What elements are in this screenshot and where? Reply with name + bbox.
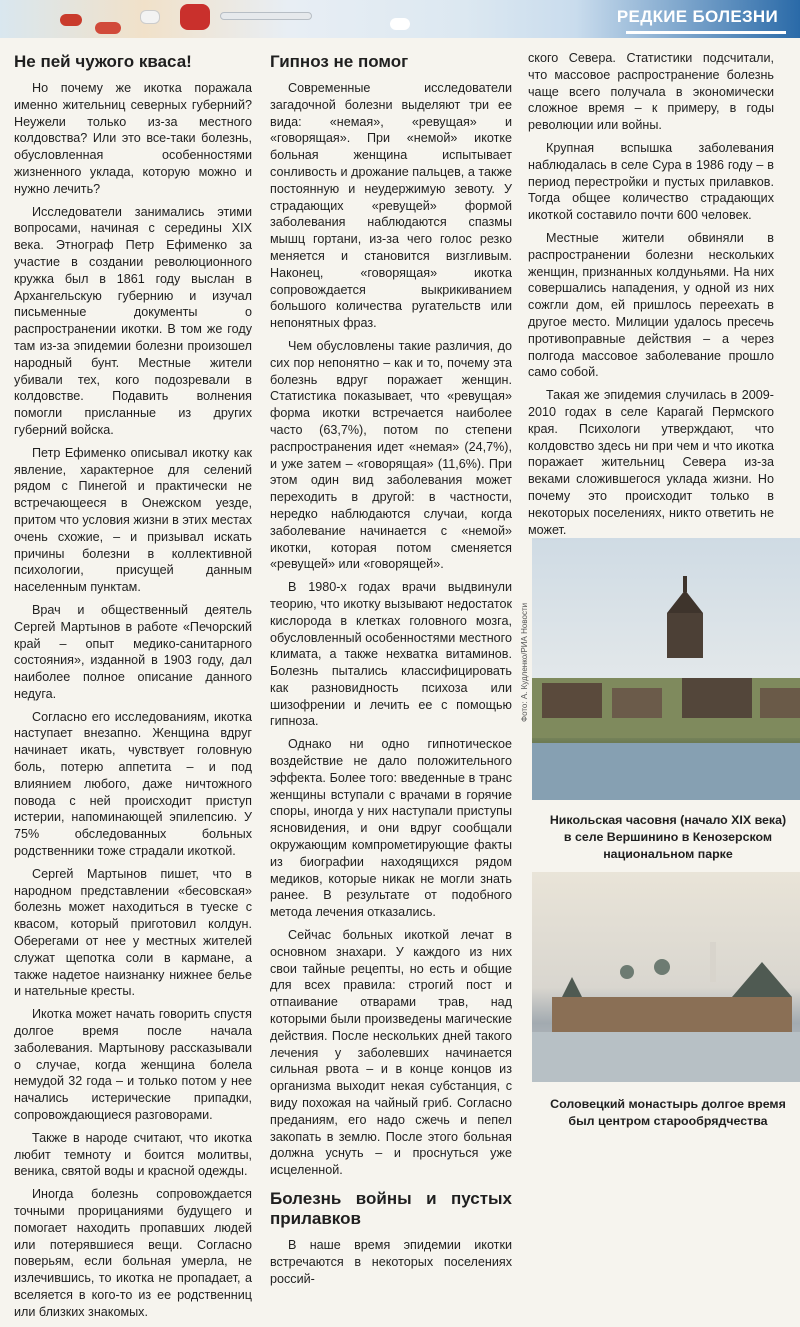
paragraph: Согласно его исследованиям, икотка наступает внезапно. Женщина вдруг начинает икать, чувствует головную боль, потерю аппетита – и под влиянием любого, даже ничтожного повода с ней происходит приступ истерии, напоминающей эпилепсию. У 75% обследованных больных родственники тоже страдали икоткой.	[14, 709, 252, 859]
paragraph: Икотка может начать говорить спустя долгое время после начала заболевания. Мартынову рассказывали о случае, когда женщина болела немудой 32 года – и только потом у нее начались истерические припадки, сопровождающиеся разговорами.	[14, 1007, 252, 1123]
article-heading-1: Не пей чужого кваса!	[14, 52, 192, 71]
column-1	[14, 50, 252, 1327]
paragraph: В наше время эпидемии икотки встречаются в некоторых поселениях россий-	[270, 1238, 512, 1286]
paragraph: В 1980-х годах врачи выдвинули теорию, что икотку вызывают недостаток кислорода в клетках головного мозга, обусловленный особенностями местного климата, а также нехватка витаминов. Болезнь пытались классифицировать как разновидность психоза или шизофрении и лечить ее с помощью гипноза.	[270, 580, 512, 729]
column-3	[528, 50, 774, 561]
paragraph: Петр Ефименко описывал икотку как явление, характерное для селений рядом с Пинегой и практически не встречающееся в Онежском уезде, притом что условия жизни в этих местах очень схожие, – и призывал искать причины болезни в коллективной психологии, присущей данным населенным пунктам.	[14, 445, 252, 595]
syringe-decor	[220, 12, 312, 20]
monastery-photo	[532, 872, 800, 1082]
paragraph: Чем обусловлены такие различия, до сих пор непонятно – как и то, почему эта болезнь вдруг поражает женщин. Статистика показывает, что «ревущая» форма икотки встречается наиболее часто (63,7%), потом по степени распространения идет «немая» (24,7%), и уже затем – «говорящая» (11,6%). При этом один вид заболевания может переходить в другой: в частности, нередко наблюдаются случаи, когда заболевание начинается с «немой» икотки, которая потом сменяется «ревущей» или «говорящей».	[270, 338, 512, 572]
header-banner	[0, 0, 800, 38]
article-heading-3: Болезнь войны и пустых прилавков	[270, 1189, 512, 1228]
photo-caption: Никольская часовня (начало XIX века) в селе Вершинино в Кенозерском национальном парке	[549, 813, 787, 861]
paragraph: Такая же эпидемия случилась в 2009-2010 годах в селе Карагай Пермского края. Психологи утверждают, что колдовство здесь ни при чем и что икотка поражает жительниц Севера из-за веками сложившегося уклада жизни. Но почему это происходит только в некоторых поселениях, никто ответить не может.	[528, 388, 774, 537]
paragraph: Также в народе считают, что икотка любит темноту и боится молитвы, веника, святой воды и красной одежды.	[14, 1130, 252, 1179]
article-heading-2: Гипноз не помог	[270, 52, 409, 71]
pill-decor	[390, 18, 410, 30]
pill-decor	[60, 14, 82, 26]
photo-caption: Соловецкий монастырь долгое время был центром старообрядчества	[550, 1097, 786, 1128]
paragraph: Исследователи занимались этими вопросами, начиная с середины XIX века. Этнограф Петр Ефименко за участие в создании революционного кружка был в 1861 году выслан в Архангельскую губернию и изучал письменные документы о распространении икотки. В том же году там из-за эпидемии болезни произошел народный бунт. Местные жители убивали тех, кого подозревали в колдовстве. Подавить волнения помогли присланные из других губерний войска.	[14, 204, 252, 437]
column-2	[270, 50, 512, 1293]
paragraph: Однако ни одно гипнотическое воздействие не дало положительного эффекта. Более того: введенные в транс женщины вступали с врачами в горячие споры, иногда у них наступали приступы ясновидения, и они вдруг сообщали окружающим компрометирующие факты из биографии находящихся рядом медиков, которые никак не могли знать ранее. В результате от подобного метода лечения отказались.	[270, 737, 512, 920]
chapel-photo	[532, 538, 800, 800]
paragraph: Но почему же икотка поражала именно жительниц северных губерний? Неужели только из-за местного колдовства? Или это все-таки болезнь, обусловленная особенностями жизненного уклада, которую можно и нужно лечить?	[14, 81, 252, 196]
paragraph: Крупная вспышка заболевания наблюдалась в селе Сура в 1986 году – в период перестройки и пустых прилавков. Тогда общее количество страдающих икоткой составило почти 600 человек.	[528, 140, 774, 223]
photo-credit: Фото: А. Кудленко/РИА Новости	[520, 602, 529, 722]
paragraph: Сергей Мартынов пишет, что в народном представлении «бесовская» болезнь может находиться в туеске с квасом, который приготовил колдун. Оберегами от нее у местных жителей служат щепотка соли в кармане, а также надетое наизнанку нижнее белье и нательные кресты.	[14, 866, 252, 999]
paragraph: ского Севера. Статистики подсчитали, что массовое распространение болезнь чаще всего получала в экономически сложное время – к примеру, в годы революции или войны.	[528, 51, 774, 133]
pill-decor	[95, 22, 121, 34]
paragraph: Местные жители обвиняли в распространении болезни нескольких женщин, признанных колдуньями. На них совершались нападения, у одной из них сожгли дом, ей пришлось переехать в другое место. Милиции удалось пресечь противоправные действия – а через полгода массовое заболевание прошло само собой.	[528, 230, 774, 380]
paragraph: Врач и общественный деятель Сергей Мартынов в работе «Печорский край – опыт медико-санитарного состояния», изданной в 1903 году, дал наиболее полное описание данного недуга.	[14, 602, 252, 701]
paragraph: Сейчас больных икоткой лечат в основном знахари. У каждого из них свои тайные рецепты, но есть и общие для всех правила: строгий пост и отпаивание отварами трав, над которыми были произведены магические действия. После нескольких дней такого лечения у заболевших начинается сильная рвота – и в конце концов из организма выходит некая субстанция, с виду похожая на чайный гриб. Согласно преданиям, его надо сжечь и пепел закопать в землю. После этого больная должна уснуть – и проснуться уже исцеленной.	[270, 928, 512, 1178]
paragraph: Иногда болезнь сопровождается точными прорицаниями будущего и помогает находить пропавших людей или потерявшиеся вещи. Согласно поверьям, если больная умерла, не излечившись, то икотка не пропадает, а вселяется в кого-то из ее родственниц или близких знакомых.	[14, 1187, 252, 1319]
pill-decor	[180, 4, 210, 30]
pill-decor	[140, 10, 160, 24]
paragraph: Современные исследователи загадочной болезни выделяют три ее вида: «немая», «ревущая» и «говорящая». При «немой» икотке больная женщина испытывает сонливость и дрожание пальцев, а также постоянную и неудержимую зевоту. У страдающих «ревущей» формой заболевания наблюдаются спазмы мышц гортани, из-за чего голос резко меняется и становится визгливым. Наконец, «говорящая» икотка сопровождается выкрикиванием большого количества ругательств или непонятных фраз.	[270, 81, 512, 331]
section-title: РЕДКИЕ БОЛЕЗНИ	[616, 7, 778, 26]
section-rule	[626, 31, 786, 34]
